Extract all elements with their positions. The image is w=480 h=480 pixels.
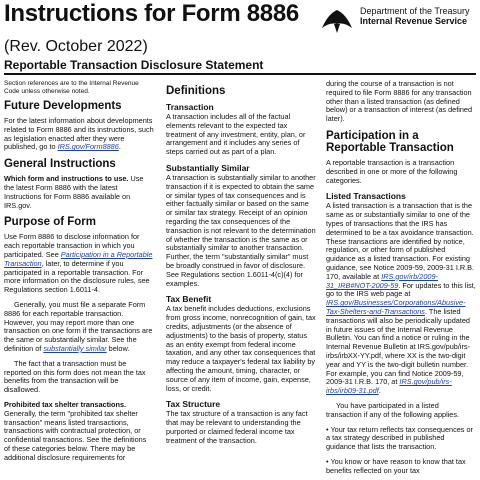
- which-form-text: Which form and instructions to use. Use the latest Form 8886 with the latest Instructions for Form 8886 available on IRS.gov.: [4, 174, 144, 210]
- continued-text: during the course of a transaction is not required to file Form 8886 for any transaction other than a listed transaction (as defined below) or a transaction of interest (as defined later).: [326, 80, 473, 124]
- transaction-text: A transaction includes all of the factual elements relevant to the expected tax treatment of any investment, entity, plan, or arrangement and it includes any series of steps carried out as part of a plan.: [166, 112, 306, 157]
- substantially-similar-heading: Substantially Similar: [166, 162, 250, 173]
- column-1: [4, 80, 154, 480]
- abusive-tax-shelters-link[interactable]: IRS.gov/Businesses/Corporations/Abusive-Tax-Shelters-and-Transactions: [326, 298, 466, 316]
- future-developments-text: For the latest information about developments related to Form 8886 and its instructions, such as legislation enacted after they were published, go to IRS.gov/Form8886.: [4, 116, 154, 152]
- bullet-2: • You know or have reason to know that tax benefits reflected on your tax: [326, 456, 466, 475]
- participated-text: You have participated in a listed transaction if any of the following applies.: [326, 400, 460, 419]
- form-title: Instructions for Form 8886: [4, 0, 299, 27]
- header: [4, 0, 476, 80]
- tax-structure-text: The tax structure of a transaction is any fact that may be relevant to understanding the purported or claimed federal income tax treatment of the transaction.: [166, 409, 308, 445]
- general-instructions-heading: General Instructions: [4, 158, 116, 171]
- substantially-similar-text: A transaction is substantially similar to another transaction if it is expected to obtain the same or similar types of tax consequences and is either factually similar or based on the same or similar tax strategy. Receipt of an opinion regarding the tax consequences of the transaction is not relevant to the determination of whether the transaction is the same as or substantially similar to another transaction. Further, the term "substantially similar" must be broadly construed in favor of disclosure. See Regulations section 1.6011-4(c)(4) for examples.: [166, 172, 316, 288]
- irs-eagle-logo-icon: [320, 6, 354, 34]
- dept-line-2: Internal Revenue Service: [360, 16, 468, 26]
- column-2: [166, 80, 316, 480]
- bullet-1: • Your tax return reflects tax consequences or a tax strategy described in published guidance that lists the transaction.: [326, 424, 473, 452]
- dept-line-1: Department of the Treasury: [360, 6, 470, 16]
- definitions-heading: Definitions: [166, 85, 226, 97]
- notice-2009-59-link[interactable]: IRS.gov/irb/2009-31_IRB#NOT-2009-59: [326, 271, 438, 290]
- tax-benefit-text: A tax benefit includes deductions, exclusions from gross income, nonrecognition of gain, tax credits, adjustments (or the absence of adjustments) to the basis of property, status as an entity exempt from federal income taxation, and any other tax consequences that may reduce a taxpayer's federal tax liability by affecting the amount, timing, character, or source of any item of income, gain, expense, loss, or credit.: [166, 304, 316, 393]
- revision-date: (Rev. October 2022): [4, 38, 148, 55]
- department-label: [360, 6, 470, 26]
- purpose-heading: Purpose of Form: [4, 216, 97, 229]
- tax-structure-heading: Tax Structure: [166, 399, 221, 410]
- irb09-31-link[interactable]: IRS.gov/pub/irs-irbs/irb09-31.pdf: [326, 377, 452, 396]
- tax-benefit-heading: Tax Benefit: [166, 294, 212, 305]
- purpose-text: Use Form 8886 to disclose information for each reportable transaction in which you participated. See Participation in a Reportable Transaction, later, to determine if you participated in a reportable transaction. For more information on the disclosure rules, see Regulations section 1.6011-4.: [4, 232, 153, 295]
- header-divider: [4, 73, 476, 75]
- participation-heading: Participation in a Reportable Transaction: [326, 129, 454, 154]
- section-note: Section references are to the Internal Revenue Code unless otherwise noted.: [4, 80, 139, 95]
- future-developments-heading: Future Developments: [4, 100, 122, 112]
- form-subtitle: Reportable Transaction Disclosure Statement: [4, 58, 264, 72]
- listed-transactions-heading: Listed Transactions: [326, 191, 406, 202]
- prohibited-text: Prohibited tax shelter transactions. Generally, the term "prohibited tax shelter transaction" means listed transactions, transactions with contractual protection, or confidential transactions. See the definitions of these categories below. There may be additional disclosure requirements for: [4, 399, 147, 462]
- column-3: [326, 80, 476, 480]
- participation-link[interactable]: Participation in a Reportable Transaction: [4, 249, 153, 268]
- participation-text: A reportable transaction is a transaction described in one or more of the following categories.: [326, 157, 458, 185]
- substantially-similar-link[interactable]: substantially similar: [43, 343, 107, 353]
- listed-transactions-text: A listed transaction is a transaction that is the same as or substantially similar to one of the types of transactions that the IRS has determined to be a tax avoidance transaction. These transactions are identified by notice, regulation, or other form of published guidance as a listed transaction. For existing guidance, see Notice 2009-59, 2009-31 I.R.B. 170, available at IRS.gov/irb/2009-31_IRB#NOT-2009-59. For updates to this list, go to the IRS web page at IRS.gov/Businesses/Corporations/Abusive-Tax-Shelters-and-Transactions. The listed transactions will also be periodically updated in future issues of the Internal Revenue Bulletin. You can find a notice or ruling in the Internal Revenue Bulletin at IRS.gov/pub/irs-irbs/irbXX-YY.pdf, where XX is the two-digit year and YY is the two-digit bulletin number. For example, you can find Notice 2009-59, 2009-31 I.R.B. 170, at IRS.gov/pub/irs-irbs/irb09-31.pdf.: [326, 201, 476, 396]
- fact-text: The fact that a transaction must be reported on this form does not mean the tax benefits from the transaction will be disallowed.: [4, 358, 146, 395]
- transaction-heading: Transaction: [166, 102, 214, 112]
- separate-form-text: Generally, you must file a separate Form 8886 for each reportable transaction. However, you may report more than one transaction on one form if the transactions are the same or substantially similar. See the definition of substantially similar below.: [4, 299, 153, 353]
- form8886-link[interactable]: IRS.gov/Form8886: [57, 142, 119, 152]
